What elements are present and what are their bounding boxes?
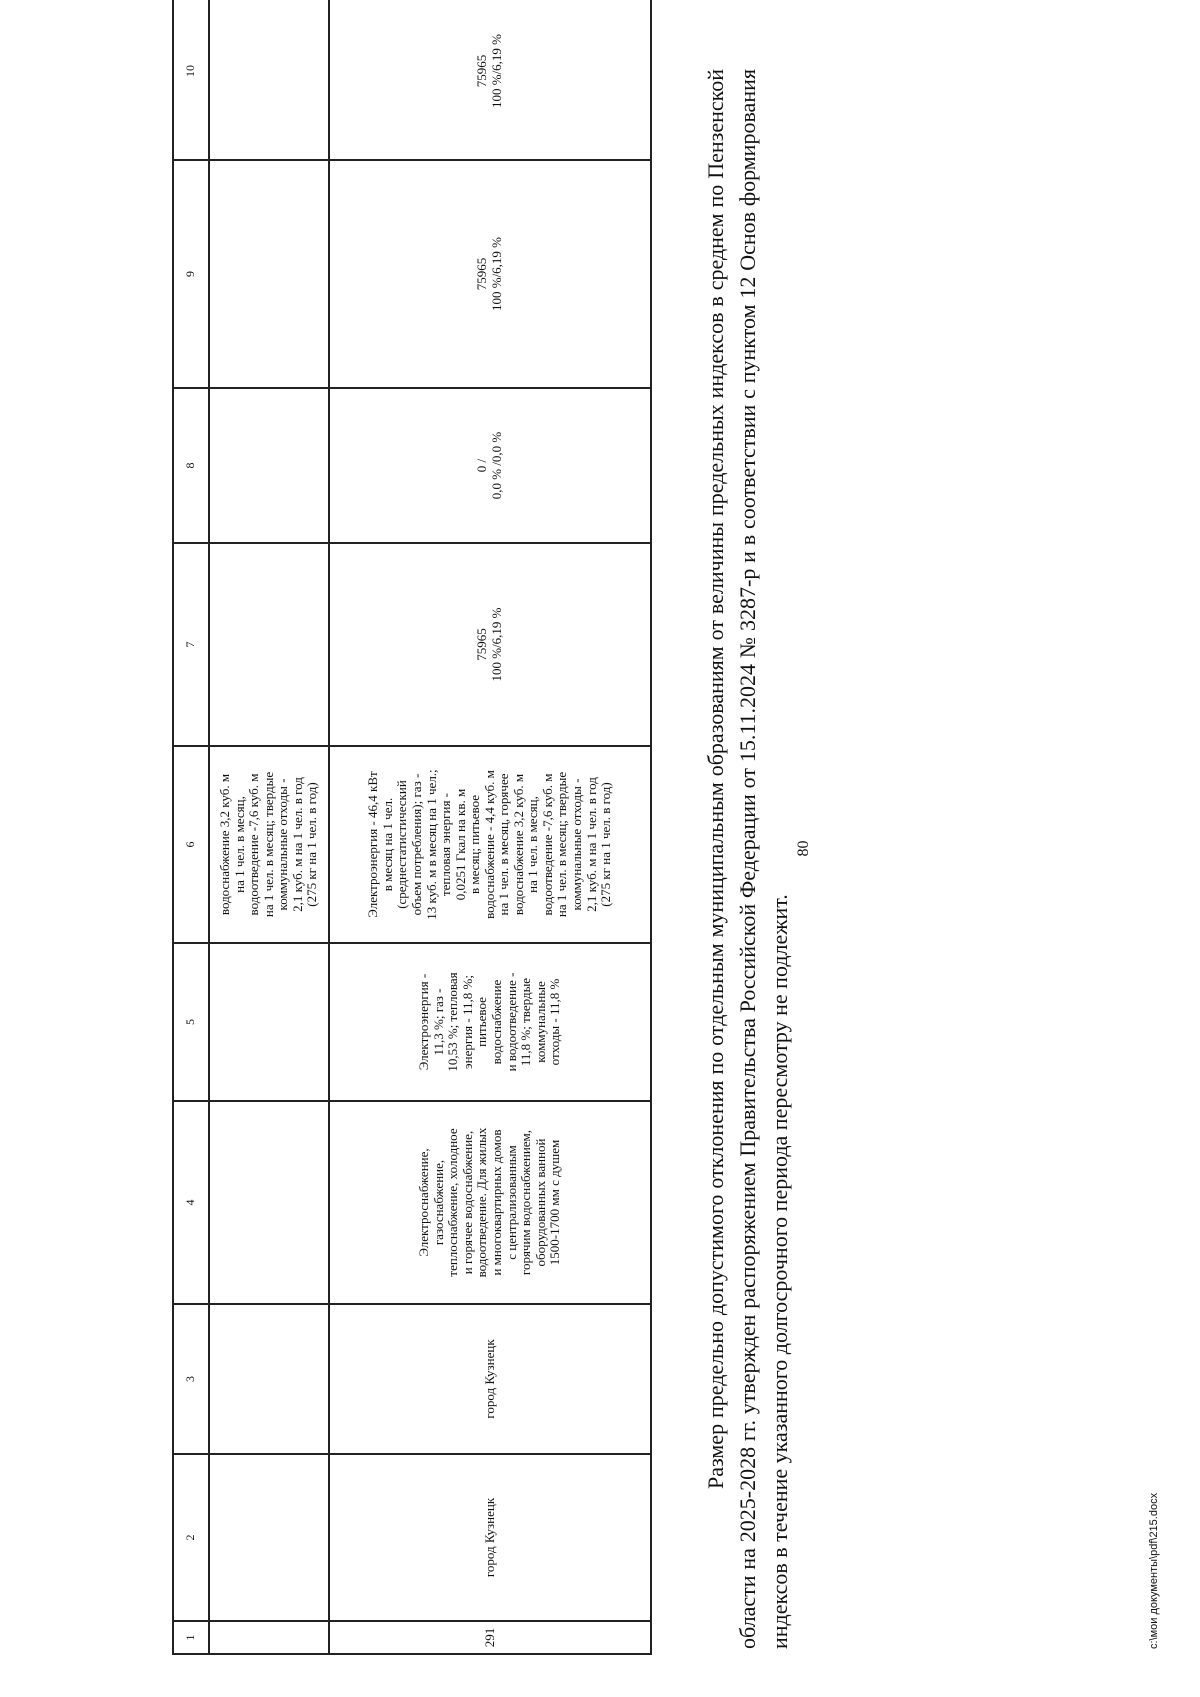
continuation-row (209, 0, 329, 1654)
indices-table (172, 0, 652, 1655)
settlement-cell: город Кузнецк (329, 1304, 651, 1454)
footer-file-path: c:\мои документы\pdf\215.docx (1148, 1492, 1160, 1649)
municipality-cell: город Кузнецк (329, 1454, 651, 1621)
header-cell: 3 (173, 1304, 209, 1454)
table-row (329, 0, 651, 1654)
norms-cell: Электроэнергия - 46,4 кВт в месяц на 1 чел. (среднестатистический объем потребления); газ - 13 куб. м в месяц на 1 чел.; тепловая энергия - 0,0251 Гкал на кв. м в месяц; питьевое водоснабжение - 4,4 куб. м на 1 чел. в месяц, горячее водоснабжение 3,2 куб. м на 1 чел. в месяц, водоотведение -7,6 куб. м на 1 чел. в месяц; твердые коммунальные отходы - 2,1 куб. м на 1 чел. в год (275 кг на 1 чел. в год) (329, 746, 651, 943)
population-share-cell: 75965 100 %/6,19 % (329, 160, 651, 388)
header-cell: 6 (173, 746, 209, 943)
page-number: 80 (795, 840, 812, 857)
table-cell (209, 160, 329, 388)
header-cell: 9 (173, 160, 209, 388)
population-share-cell: 0 / 0,0 % /0,0 % (329, 388, 651, 543)
header-cell: 8 (173, 388, 209, 543)
header-row (173, 0, 209, 1654)
population-share-cell: 75965 100 %/6,19 % (329, 0, 651, 160)
indices-cell: Электроэнергия - 11,3 %; газ - 10,53 %; тепловая энергия - 11,8 %; питьевое водоснабжение и водоотведение - 11,8 %; твердые коммунальные отходы - 11,8 % (329, 943, 651, 1101)
table-cell (209, 943, 329, 1101)
note-paragraph: Размер предельно допустимого отклонения по отдельным муниципальным образованиям от величины предельных индексов в среднем по Пензенской области на 2025-2028 гг. утвержден распоряжением Правительства Российской Федерации от 15.11.2024 № 3287-р и в соответствии с пунктом 12 Основ формирования индексов в течение указанного долгосрочного периода пересмотру не подлежит. (703, 69, 792, 1649)
table-cell (209, 1304, 329, 1454)
table-cell (209, 1101, 329, 1304)
table-cell (209, 543, 329, 746)
header-cell: 7 (173, 543, 209, 746)
header-cell: 1 (173, 1621, 209, 1654)
header-cell: 4 (173, 1101, 209, 1304)
norms-continuation-cell: водоснабжение 3,2 куб. м на 1 чел. в месяц, водоотведение -7,6 куб. м на 1 чел. в месяц; твердые коммунальные отходы - 2,1 куб. м на 1 чел. в год (275 кг на 1 чел. в год) (209, 746, 329, 943)
table-cell (209, 0, 329, 160)
header-cell: 10 (173, 0, 209, 160)
row-number-cell: 291 (329, 1621, 651, 1654)
table-cell (209, 1621, 329, 1654)
table-cell (209, 388, 329, 543)
table-cell (209, 1454, 329, 1621)
population-share-cell: 75965 100 %/6,19 % (329, 543, 651, 746)
header-cell: 5 (173, 943, 209, 1101)
header-cell: 2 (173, 1454, 209, 1621)
services-cell: Электроснабжение, газоснабжение, теплоснабжение, холодное и горячее водоснабжение, водоотведение. Для жилых и многоквартирных домов с централизованным горячим водоснабжением, оборудованных ванной 1500-1700 мм с душем (329, 1101, 651, 1304)
